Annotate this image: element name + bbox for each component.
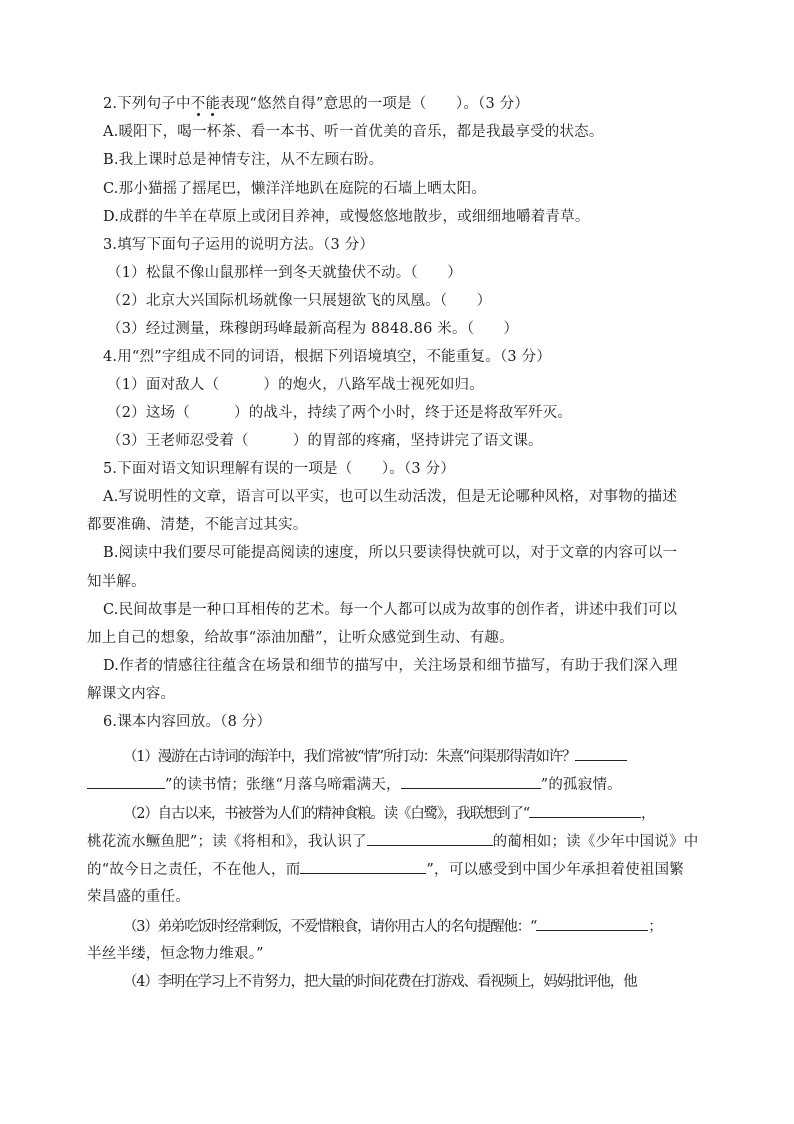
q6-part3-text-1: （3）弟弟吃饭时经常剩饭，不爱惜粮食，请你用古人的名句提醒他：“ xyxy=(123,919,537,935)
answer-blank[interactable] xyxy=(367,831,493,846)
q6-part2-text-4: 的蔺相如；读《少年中国说》中 xyxy=(492,834,699,850)
q6-part2-line2 xyxy=(87,831,697,852)
answer-blank[interactable] xyxy=(401,774,541,789)
q5-option-c-line2: 加上自己的想象，给故事“添油加醋”，让听众感觉到生动、有趣。 xyxy=(87,630,514,646)
q6-part1-text-2: ”的读书情；张继“月落乌啼霜满天， xyxy=(165,777,401,793)
q6-part2-text-3: 桃花流水鳜鱼肥”；读《将相和》，我认识了 xyxy=(87,834,367,850)
q6-part4-line1: （4）李明在学习上不肯努力，把大量的时间花费在打游戏、看视频上，妈妈批评他，他 xyxy=(123,974,637,990)
q5-option-b-line1: B.阅读中我们要尽可能提高阅读的速度，所以只要读得快就可以，对于文章的内容可以一 xyxy=(103,545,678,561)
q5-option-d-line1: D.作者的情感往往蕴含在场景和细节的描写中，关注场景和细节描写，有助于我们深入理 xyxy=(103,658,678,674)
q2-option-d: D.成群的牛羊在草原上或闭目养神，或慢悠悠地散步，或细细地嚼着青草。 xyxy=(103,209,590,225)
q6-part3-line1 xyxy=(123,916,733,937)
q5-option-c-line1: C.民间故事是一种口耳相传的艺术。每一个人都可以成为故事的创作者，讲述中我们可以 xyxy=(103,602,678,618)
answer-blank[interactable] xyxy=(87,774,165,789)
q4-item-2: （2）这场（ ）的战斗，持续了两个小时，终于还是将敌军歼灭。 xyxy=(107,405,573,421)
q3-item-3: （3）经过测量，珠穆朗玛峰最新高程为 8848.86 米。（ ） xyxy=(107,321,519,337)
q6-part3-line2: 半丝半缕，恒念物力维艰。” xyxy=(87,946,264,962)
q2-option-c: C.那小猫摇了摇尾巴，懒洋洋地趴在庭院的石墙上晒太阳。 xyxy=(103,181,487,197)
q6-part2-line3 xyxy=(87,859,697,880)
answer-blank[interactable] xyxy=(300,859,426,874)
q5-option-a-line1: A.写说明性的文章，语言可以平实，也可以生动活泼，但是无论哪种风格，对事物的描述 xyxy=(103,489,678,505)
q2-stem-emphasis-2: 能 xyxy=(205,96,221,112)
q2-option-a: A.暖阳下，喝一杯茶、看一本书、听一首优美的音乐，都是我最享受的状态。 xyxy=(103,124,604,140)
q6-part2-line4: 荣昌盛的重任。 xyxy=(87,889,190,905)
q6-part1-text-3: ”的孤寂情。 xyxy=(540,777,622,793)
q3-stem: 3.填写下面句子运用的说明方法。（3 分） xyxy=(103,237,375,253)
q5-option-a-line2: 都要准确、清楚，不能言过其实。 xyxy=(87,517,308,533)
q3-item-1: （1）松鼠不像山鼠那样一到冬天就蛰伏不动。（ ） xyxy=(107,265,462,281)
q6-stem: 6.课本内容回放。（8 分） xyxy=(103,714,272,730)
q6-part2-text-5: 的“故今日之责任，不在他人，而 xyxy=(87,862,301,878)
q6-part1-line2 xyxy=(87,774,697,795)
answer-blank[interactable] xyxy=(529,803,641,818)
q2-stem xyxy=(103,94,713,114)
q5-option-d-line2: 解课文内容。 xyxy=(87,686,176,702)
q6-part3-text-2: ； xyxy=(648,919,662,935)
answer-blank[interactable] xyxy=(575,746,627,761)
q3-item-2: （2）北京大兴国际机场就像一只展翅欲飞的凤凰。（ ） xyxy=(107,293,492,309)
q2-stem-prefix: 2.下列句子中 xyxy=(103,96,191,112)
q6-part2-line1 xyxy=(123,803,733,824)
q6-part1-text-1: （1）漫游在古诗词的海洋中，我们常被“情”所打动：朱熹“问渠那得清如许？ xyxy=(123,749,576,765)
q6-part2-text-2: ， xyxy=(641,806,655,822)
q4-item-1: （1）面对敌人（ ）的炮火，八路军战士视死如归。 xyxy=(107,377,484,393)
q2-option-b: B.我上课时总是神情专注，从不左顾右盼。 xyxy=(103,152,384,168)
q4-stem: 4.用“烈”字组成不同的词语，根据下列语境填空，不能重复。（3 分） xyxy=(103,349,552,365)
answer-blank[interactable] xyxy=(536,916,648,931)
q6-part2-text-6: ”，可以感受到中国少年承担着使祖国繁 xyxy=(426,862,684,878)
q2-stem-suffix: 表现“悠然自得”意思的一项是（ ）。（3 分） xyxy=(220,96,530,112)
q5-option-b-line2: 知半解。 xyxy=(87,574,146,590)
q4-item-3: （3）王老师忍受着（ ）的胃部的疼痛，坚持讲完了语文课。 xyxy=(107,433,543,449)
q6-part1-line1 xyxy=(123,746,733,767)
q5-stem: 5.下面对语文知识理解有误的一项是（ ）。（3 分） xyxy=(103,461,456,477)
q6-part2-text-1: （2）自古以来，书被誉为人们的精神食粮。读《白鹭》，我联想到了“ xyxy=(123,806,529,822)
q2-stem-emphasis-1: 不 xyxy=(190,96,206,112)
